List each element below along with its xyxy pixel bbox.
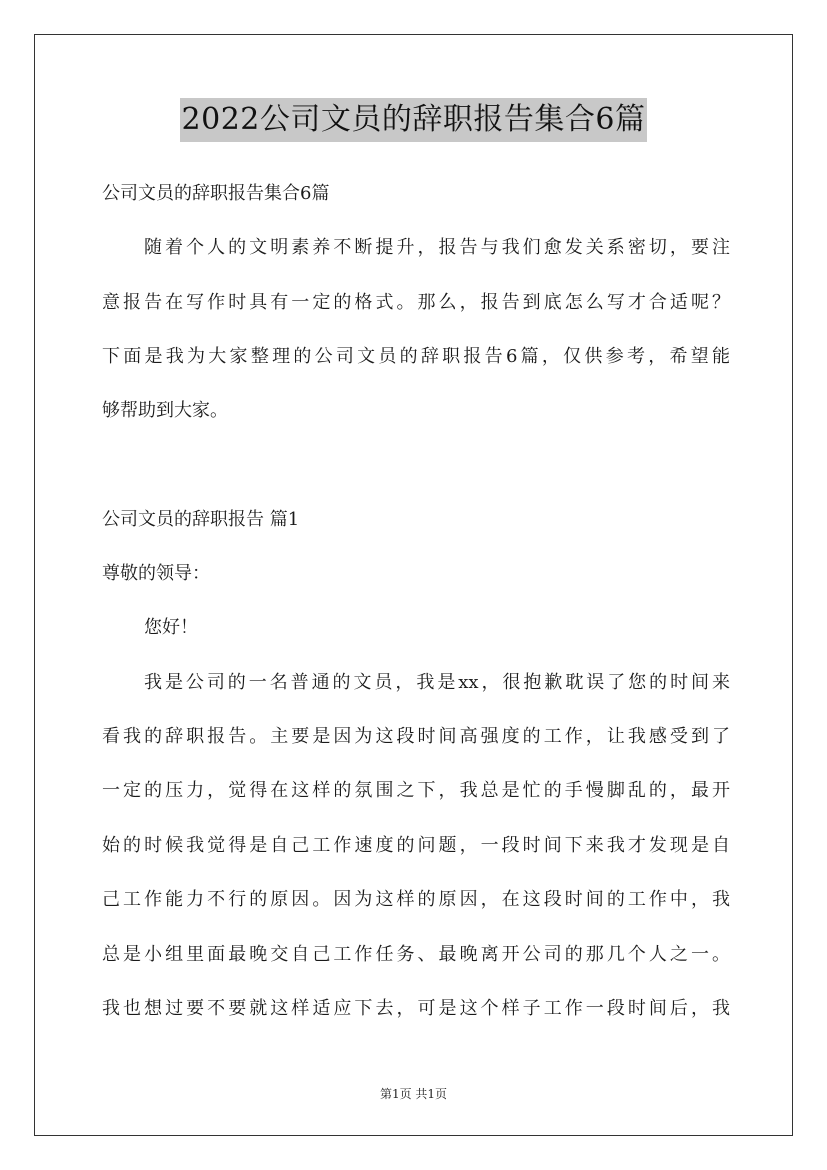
body-line-2: 看我的辞职报告。主要是因为这段时间高强度的工作，让我感受到了: [102, 726, 730, 747]
body-line-4: 始的时候我觉得是自己工作速度的问题，一段时间下来我才发现是自: [102, 835, 730, 856]
body-line-7: 我也想过要不要就这样适应下去，可是这个样子工作一段时间后，我: [102, 998, 730, 1019]
document-subtitle: 公司文员的辞职报告集合6篇: [102, 183, 330, 204]
intro-line-4: 够帮助到大家。: [102, 400, 228, 421]
title-container: [0, 98, 827, 142]
section-heading: 公司文员的辞职报告 篇1: [102, 509, 300, 530]
document-title: 2022公司文员的辞职报告集合6篇: [180, 98, 648, 142]
page-number: 第1页 共1页: [379, 1087, 448, 1101]
body-line-5: 己工作能力不行的原因。因为这样的原因，在这段时间的工作中，我: [102, 889, 730, 910]
body-line-6: 总是小组里面最晚交自己工作任务、最晚离开公司的那几个人之一。: [102, 944, 730, 965]
body-line-1: 我是公司的一名普通的文员，我是xx，很抱歉耽误了您的时间来: [144, 672, 730, 693]
salutation: 尊敬的领导：: [102, 563, 210, 584]
body-line-3: 一定的压力，觉得在这样的氛围之下，我总是忙的手慢脚乱的，最开: [102, 780, 730, 801]
greeting: 您好！: [144, 617, 198, 638]
intro-line-2: 意报告在写作时具有一定的格式。那么，报告到底怎么写才合适呢？: [102, 292, 730, 313]
intro-line-3: 下面是我为大家整理的公司文员的辞职报告6篇，仅供参考，希望能: [102, 346, 730, 367]
intro-line-1: 随着个人的文明素养不断提升，报告与我们愈发关系密切，要注: [144, 237, 730, 258]
